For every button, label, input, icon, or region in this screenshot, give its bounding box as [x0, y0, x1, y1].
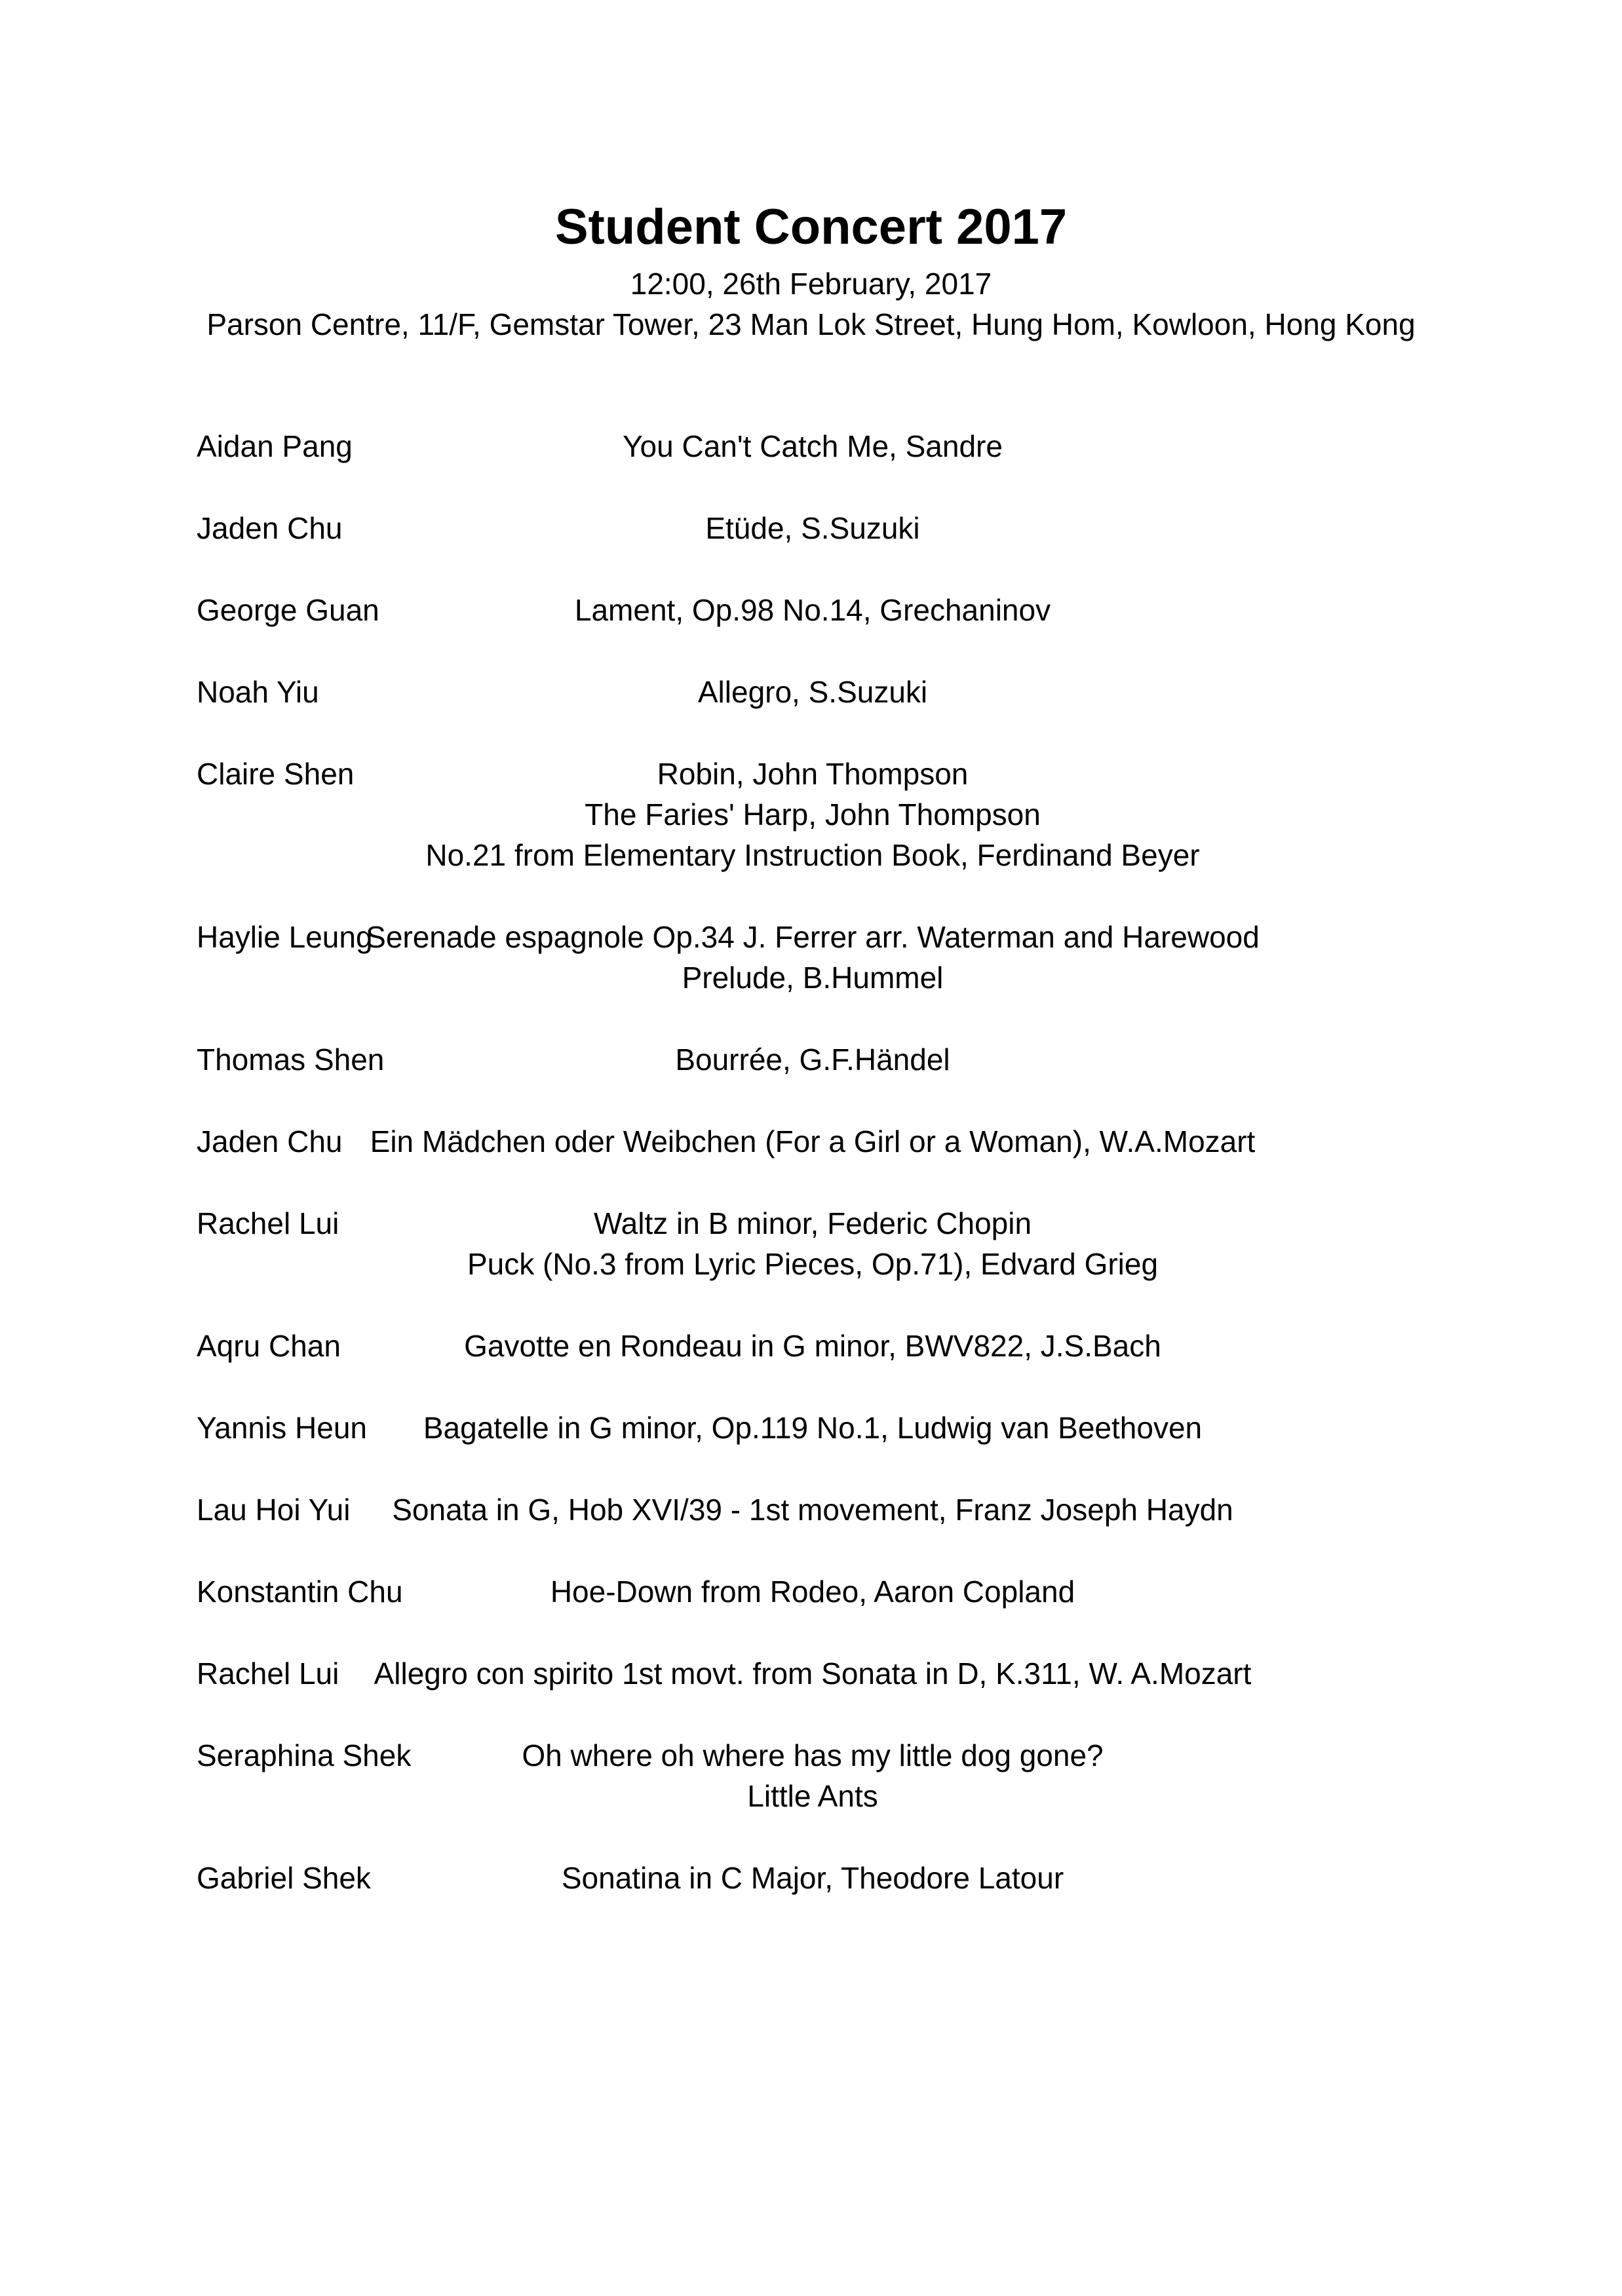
performer-name: Jaden Chu — [197, 1124, 343, 1158]
performer-name: George Guan — [197, 593, 379, 627]
piece-title: Bagatelle in G minor, Op.119 No.1, Ludwig van Beethoven — [423, 1411, 1203, 1445]
program-row — [197, 672, 1507, 712]
piece-title: You Can't Catch Me, Sandre — [623, 429, 1003, 463]
performer-name: Seraphina Shek — [197, 1738, 412, 1772]
piece-list — [197, 917, 1429, 998]
program-row — [197, 754, 1507, 875]
concert-venue: Parson Centre, 11/F, Gemstar Tower, 23 Man Lok Street, Hung Hom, Kowloon, Hong Kong — [206, 307, 1416, 341]
performer-name: Rachel Lui — [197, 1206, 339, 1240]
program-row — [197, 1653, 1507, 1694]
performer-name: Claire Shen — [197, 757, 355, 791]
piece-title: Waltz in B minor, Federic Chopin — [593, 1206, 1032, 1240]
program-row — [197, 1858, 1507, 1898]
piece-title: Robin, John Thompson — [657, 757, 969, 791]
piece-title: The Faries' Harp, John Thompson — [585, 797, 1041, 832]
performer-name: Thomas Shen — [197, 1043, 385, 1077]
program-row — [197, 1203, 1507, 1284]
piece-title: Ein Mädchen oder Weibchen (For a Girl or a Woman), W.A.Mozart — [370, 1124, 1256, 1158]
piece-list — [197, 426, 1429, 467]
piece-title: Allegro con spirito 1st movt. from Sonata in D, K.311, W. A.Mozart — [374, 1656, 1252, 1691]
piece-title: Bourrée, G.F.Händel — [675, 1043, 950, 1077]
piece-title: Etüde, S.Suzuki — [705, 511, 920, 545]
piece-list — [197, 1858, 1429, 1898]
piece-list — [197, 1121, 1429, 1162]
piece-list — [197, 1735, 1429, 1816]
piece-title: Little Ants — [747, 1779, 878, 1813]
piece-list — [197, 1203, 1429, 1284]
performer-name: Aqru Chan — [197, 1329, 341, 1363]
piece-list — [197, 1571, 1429, 1612]
performer-name: Lau Hoi Yui — [197, 1493, 351, 1527]
performer-name: Jaden Chu — [197, 511, 343, 545]
program-row — [197, 1039, 1507, 1080]
piece-list — [197, 754, 1429, 875]
piece-title: Lament, Op.98 No.14, Grechaninov — [574, 593, 1051, 627]
piece-title: Prelude, B.Hummel — [682, 961, 944, 995]
piece-title: Serenade espagnole Op.34 J. Ferrer arr. Waterman and Harewood — [366, 920, 1260, 954]
program-list — [197, 426, 1507, 1940]
performer-name: Gabriel Shek — [197, 1861, 371, 1895]
piece-list — [197, 1489, 1429, 1530]
piece-title: Sonata in G, Hob XVI/39 - 1st movement, Franz Joseph Haydn — [392, 1493, 1233, 1527]
piece-list — [197, 508, 1429, 548]
program-row — [197, 508, 1507, 548]
program-row — [197, 1735, 1507, 1816]
concert-title: Student Concert 2017 — [554, 199, 1068, 255]
piece-title: No.21 from Elementary Instruction Book, Ferdinand Beyer — [425, 838, 1200, 872]
piece-title: Gavotte en Rondeau in G minor, BWV822, J.S.Bach — [464, 1329, 1161, 1363]
piece-list — [197, 672, 1429, 712]
document-header — [0, 191, 1622, 345]
piece-list — [197, 1653, 1429, 1694]
piece-title: Hoe-Down from Rodeo, Aaron Copland — [550, 1575, 1075, 1609]
piece-title: Oh where oh where has my little dog gone? — [522, 1738, 1104, 1772]
performer-name: Konstantin Chu — [197, 1575, 403, 1609]
piece-title: Puck (No.3 from Lyric Pieces, Op.71), Edvard Grieg — [467, 1247, 1159, 1281]
performer-name: Aidan Pang — [197, 429, 353, 463]
piece-list — [197, 1326, 1429, 1366]
piece-list — [197, 1039, 1429, 1080]
piece-list — [197, 590, 1429, 630]
performer-name: Haylie Leung — [197, 920, 373, 954]
program-row — [197, 1326, 1507, 1366]
program-row — [197, 917, 1507, 998]
performer-name: Noah Yiu — [197, 675, 319, 709]
performer-name: Rachel Lui — [197, 1656, 339, 1691]
program-row — [197, 1407, 1507, 1448]
program-row — [197, 590, 1507, 630]
piece-title: Sonatina in C Major, Theodore Latour — [561, 1861, 1064, 1895]
piece-list — [197, 1407, 1429, 1448]
program-row — [197, 1571, 1507, 1612]
program-row — [197, 1121, 1507, 1162]
program-row — [197, 426, 1507, 467]
program-row — [197, 1489, 1507, 1530]
piece-title: Allegro, S.Suzuki — [697, 675, 928, 709]
performer-name: Yannis Heun — [197, 1411, 367, 1445]
concert-datetime: 12:00, 26th February, 2017 — [630, 267, 992, 301]
